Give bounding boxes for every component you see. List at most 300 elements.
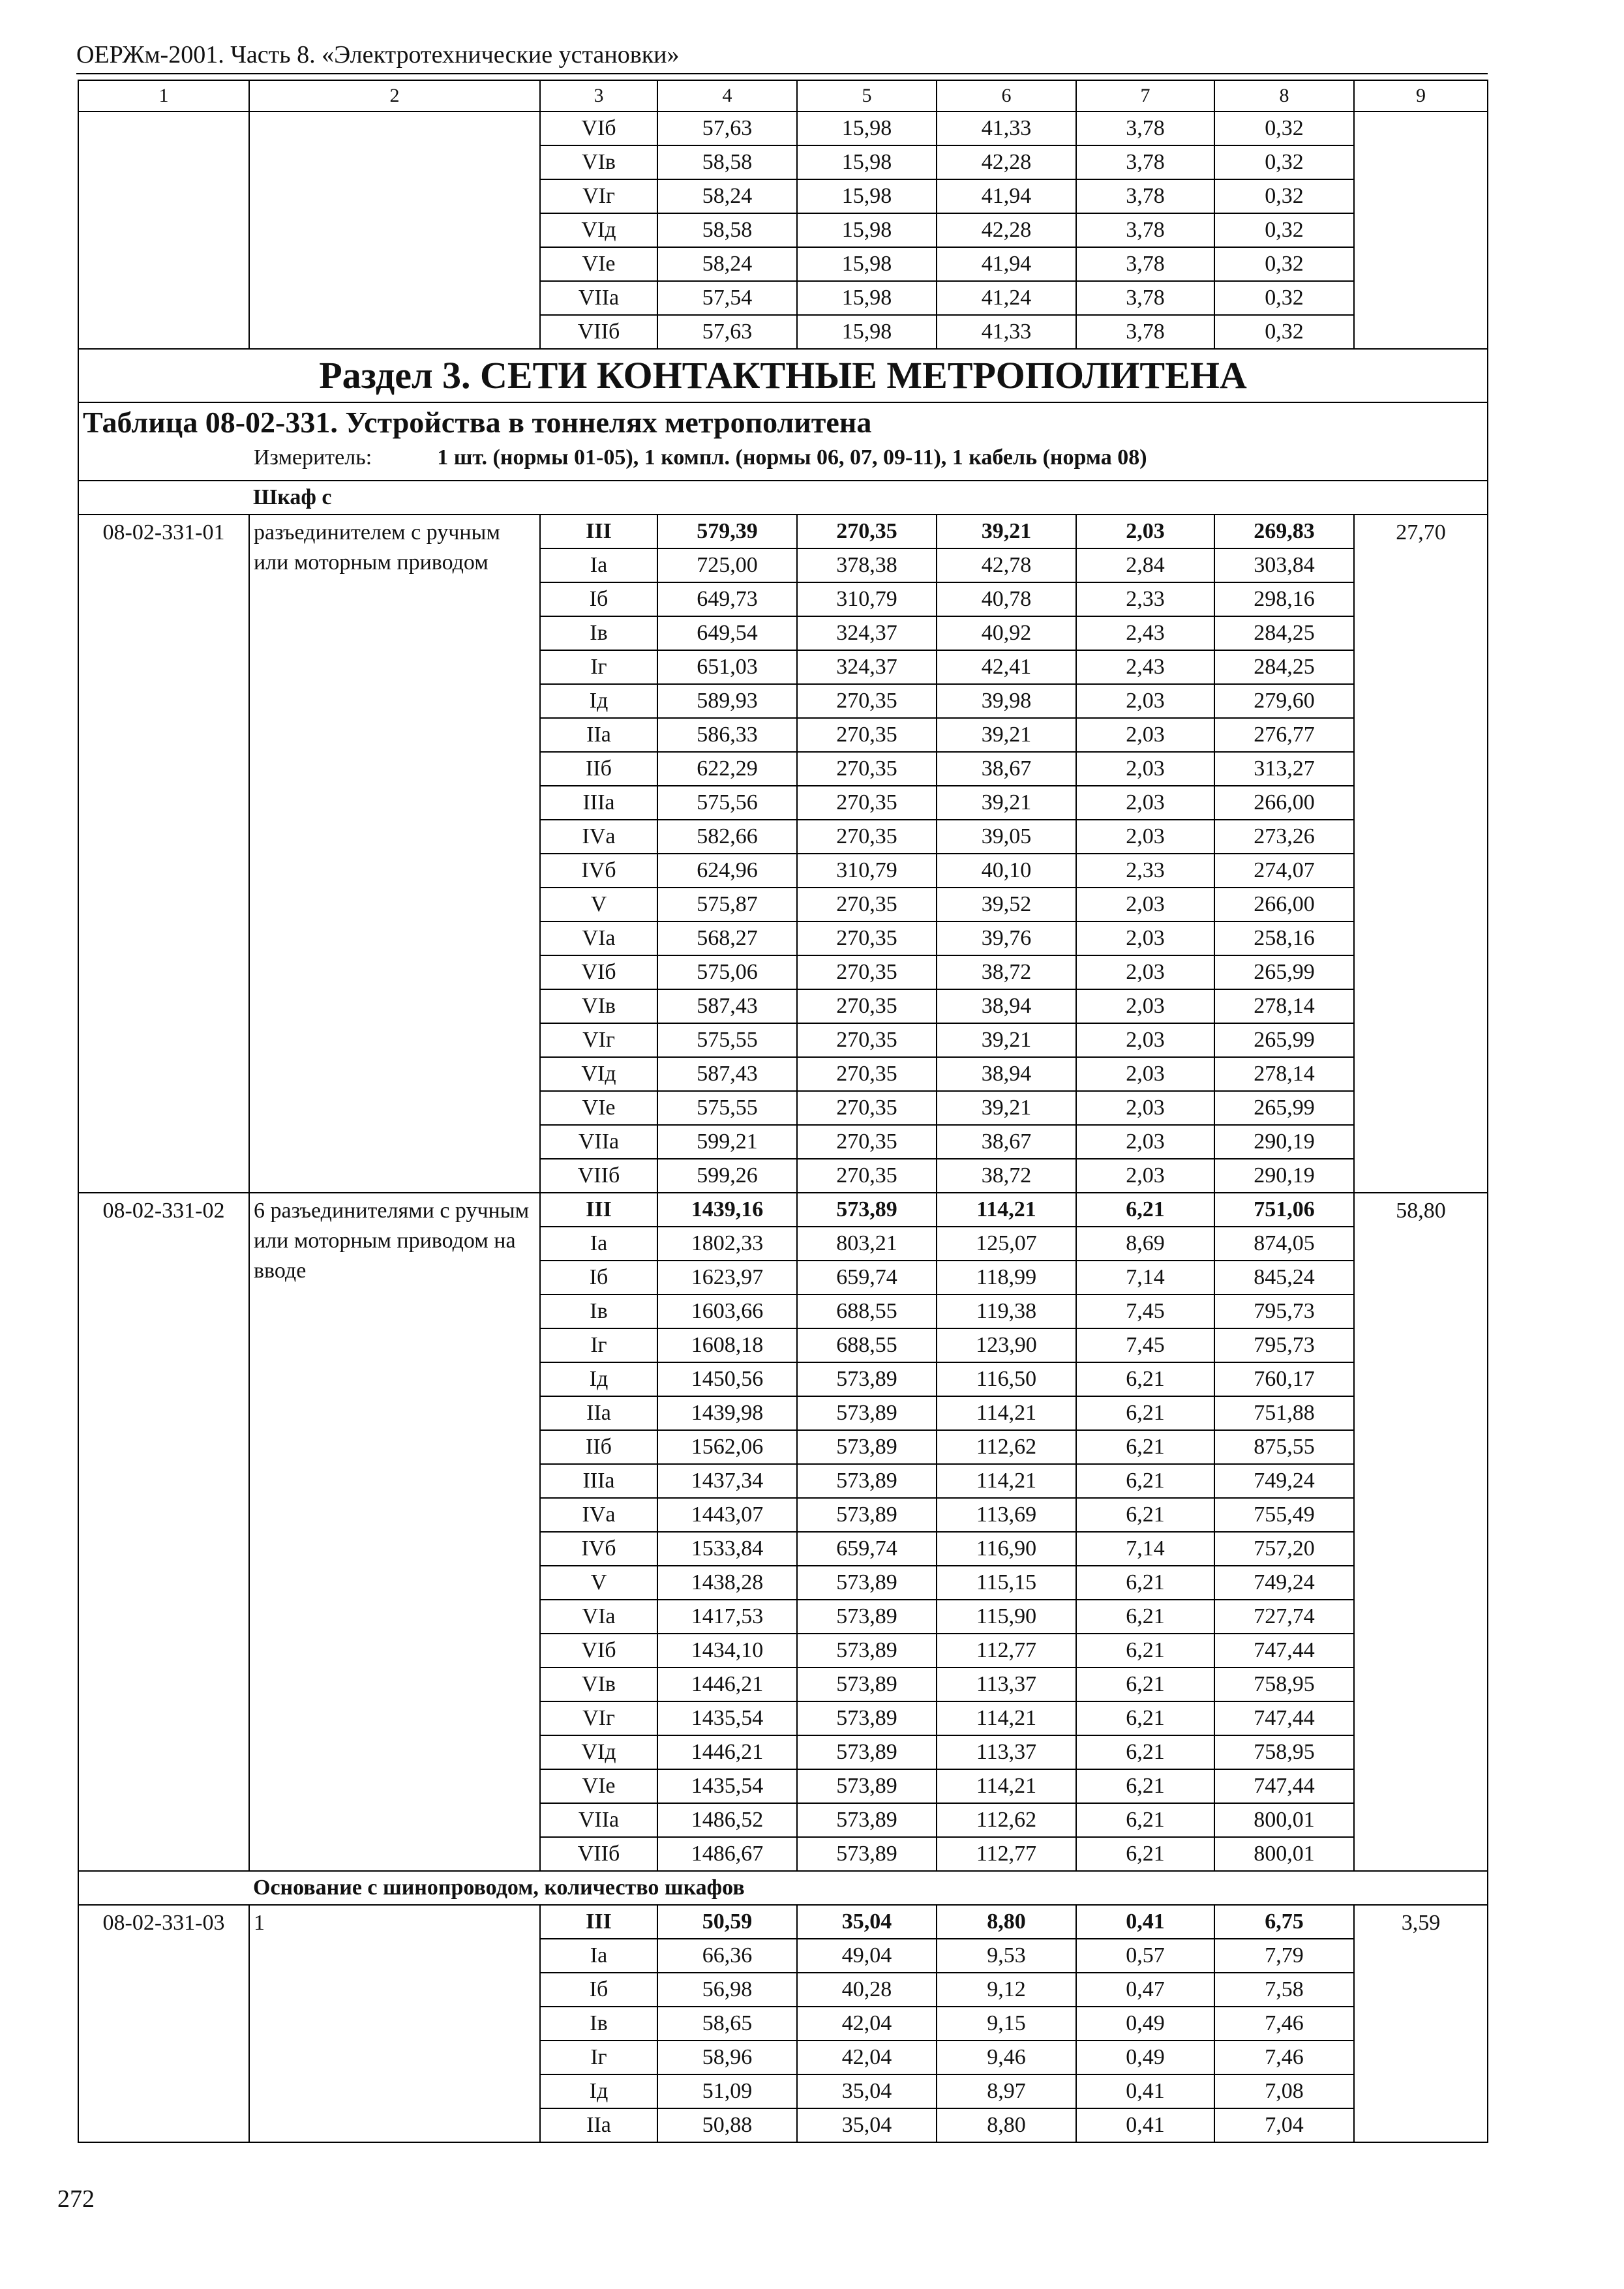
value-cell: 114,21 — [937, 1701, 1076, 1735]
table-row — [78, 1193, 1488, 1227]
value-cell: 587,43 — [657, 1057, 797, 1091]
value-cell: 575,06 — [657, 955, 797, 989]
value-cell: 575,56 — [657, 786, 797, 820]
zone-cell: V — [540, 1566, 657, 1600]
value-cell: 270,35 — [797, 888, 937, 921]
value-cell: 758,95 — [1214, 1735, 1354, 1769]
value-cell: 42,04 — [797, 2041, 937, 2074]
description-cell — [249, 112, 540, 349]
value-cell: 2,43 — [1076, 616, 1214, 650]
zone-cell: V — [540, 888, 657, 921]
value-cell: 15,98 — [797, 247, 937, 281]
zone-cell: IIIа — [540, 786, 657, 820]
group-cell — [78, 481, 1488, 515]
value-cell: 41,33 — [937, 112, 1076, 145]
value-cell: 6,21 — [1076, 1837, 1214, 1871]
value-cell: 15,98 — [797, 213, 937, 247]
value-cell: 3,78 — [1076, 112, 1214, 145]
value-cell: 7,58 — [1214, 1973, 1354, 2007]
value-cell: 0,41 — [1076, 2108, 1214, 2142]
value-cell: 3,78 — [1076, 247, 1214, 281]
value-cell: 273,26 — [1214, 820, 1354, 854]
value-cell: 58,96 — [657, 2041, 797, 2074]
column-number: 1 — [78, 80, 249, 112]
value-cell: 1623,97 — [657, 1261, 797, 1294]
value-cell: 573,89 — [797, 1701, 937, 1735]
zone-cell: VIд — [540, 213, 657, 247]
group-label: Основание с шинопроводом, количество шкафов — [253, 1876, 745, 1900]
value-cell: 599,26 — [657, 1159, 797, 1193]
zone-cell: IVа — [540, 820, 657, 854]
zone-cell: IIб — [540, 752, 657, 786]
value-cell: 270,35 — [797, 1125, 937, 1159]
zone-cell: VIб — [540, 955, 657, 989]
table-row — [78, 112, 1488, 145]
zone-cell: Iг — [540, 1328, 657, 1362]
value-cell: 114,21 — [937, 1769, 1076, 1803]
value-cell: 313,27 — [1214, 752, 1354, 786]
value-cell: 3,78 — [1076, 315, 1214, 349]
value-cell: 66,36 — [657, 1939, 797, 1973]
value-cell: 58,24 — [657, 179, 797, 213]
zone-cell: Iа — [540, 548, 657, 582]
value-cell: 40,78 — [937, 582, 1076, 616]
zone-cell: VIг — [540, 179, 657, 213]
value-cell: 42,41 — [937, 650, 1076, 684]
value-cell: 7,45 — [1076, 1294, 1214, 1328]
value-cell: 15,98 — [797, 112, 937, 145]
value-cell: 6,21 — [1076, 1430, 1214, 1464]
zone-cell: III — [540, 1905, 657, 1939]
value-cell: 1437,34 — [657, 1464, 797, 1498]
value-cell: 270,35 — [797, 684, 937, 718]
value-cell: 39,21 — [937, 786, 1076, 820]
value-cell: 6,21 — [1076, 1193, 1214, 1227]
value-cell: 266,00 — [1214, 786, 1354, 820]
value-cell: 749,24 — [1214, 1464, 1354, 1498]
value-cell: 1417,53 — [657, 1600, 797, 1634]
value-cell: 270,35 — [797, 989, 937, 1023]
column-number: 8 — [1214, 80, 1354, 112]
value-cell: 651,03 — [657, 650, 797, 684]
value-cell: 599,21 — [657, 1125, 797, 1159]
col9-cell — [1354, 112, 1488, 349]
zone-cell: VIе — [540, 1091, 657, 1125]
value-cell: 2,03 — [1076, 515, 1214, 548]
value-cell: 112,77 — [937, 1837, 1076, 1871]
value-cell: 38,67 — [937, 1125, 1076, 1159]
value-cell: 50,88 — [657, 2108, 797, 2142]
value-cell: 800,01 — [1214, 1803, 1354, 1837]
value-cell: 0,32 — [1214, 247, 1354, 281]
value-cell: 0,32 — [1214, 315, 1354, 349]
value-cell: 568,27 — [657, 921, 797, 955]
zone-cell: VIб — [540, 1634, 657, 1668]
value-cell: 112,77 — [937, 1634, 1076, 1668]
value-cell: 7,46 — [1214, 2041, 1354, 2074]
value-cell: 3,78 — [1076, 213, 1214, 247]
value-cell: 303,84 — [1214, 548, 1354, 582]
zone-cell: IIа — [540, 718, 657, 752]
value-cell: 39,52 — [937, 888, 1076, 921]
value-cell: 659,74 — [797, 1532, 937, 1566]
value-cell: 119,38 — [937, 1294, 1076, 1328]
zone-cell: VIв — [540, 1668, 657, 1701]
section-row — [78, 349, 1488, 402]
value-cell: 0,41 — [1076, 1905, 1214, 1939]
value-cell: 40,92 — [937, 616, 1076, 650]
value-cell: 1608,18 — [657, 1328, 797, 1362]
column-number: 4 — [657, 80, 797, 112]
value-cell: 270,35 — [797, 820, 937, 854]
value-cell: 0,41 — [1076, 2074, 1214, 2108]
zone-cell: VIIб — [540, 315, 657, 349]
value-cell: 298,16 — [1214, 582, 1354, 616]
value-cell: 58,24 — [657, 247, 797, 281]
value-cell: 7,46 — [1214, 2007, 1354, 2041]
value-cell: 324,37 — [797, 650, 937, 684]
value-cell: 649,73 — [657, 582, 797, 616]
section-title: Раздел 3. СЕТИ КОНТАКТНЫЕ МЕТРОПОЛИТЕНА — [78, 349, 1488, 402]
norm-code: 08-02-331-03 — [78, 1905, 249, 2142]
zone-cell: Iд — [540, 1362, 657, 1396]
value-cell: 7,04 — [1214, 2108, 1354, 2142]
norm-description: разъединителем с ручным или моторным приводом — [249, 515, 540, 1193]
group-label: Шкаф с — [253, 485, 332, 509]
value-cell: 845,24 — [1214, 1261, 1354, 1294]
value-cell: 1486,67 — [657, 1837, 797, 1871]
value-cell: 270,35 — [797, 921, 937, 955]
value-cell: 760,17 — [1214, 1362, 1354, 1396]
zone-cell: IIа — [540, 2108, 657, 2142]
value-cell: 279,60 — [1214, 684, 1354, 718]
value-cell: 9,15 — [937, 2007, 1076, 2041]
value-cell: 51,09 — [657, 2074, 797, 2108]
table-row — [78, 515, 1488, 548]
value-cell: 8,97 — [937, 2074, 1076, 2108]
zone-cell: Iд — [540, 684, 657, 718]
value-cell: 1435,54 — [657, 1769, 797, 1803]
value-cell: 35,04 — [797, 1905, 937, 1939]
value-cell: 758,95 — [1214, 1668, 1354, 1701]
value-cell: 58,58 — [657, 145, 797, 179]
value-cell: 15,98 — [797, 281, 937, 315]
value-cell: 2,03 — [1076, 989, 1214, 1023]
value-cell: 270,35 — [797, 1159, 937, 1193]
value-cell: 6,21 — [1076, 1498, 1214, 1532]
code-cell — [78, 112, 249, 349]
value-cell: 42,78 — [937, 548, 1076, 582]
value-cell: 1439,98 — [657, 1396, 797, 1430]
value-cell: 751,06 — [1214, 1193, 1354, 1227]
value-cell: 6,21 — [1076, 1701, 1214, 1735]
value-cell: 276,77 — [1214, 718, 1354, 752]
value-cell: 42,28 — [937, 213, 1076, 247]
value-cell: 1446,21 — [657, 1668, 797, 1701]
value-cell: 115,90 — [937, 1600, 1076, 1634]
group-row — [78, 481, 1488, 515]
value-cell: 573,89 — [797, 1430, 937, 1464]
zone-cell: VIв — [540, 989, 657, 1023]
value-cell: 125,07 — [937, 1227, 1076, 1261]
value-cell: 6,21 — [1076, 1803, 1214, 1837]
value-cell: 1450,56 — [657, 1362, 797, 1396]
value-cell: 265,99 — [1214, 1023, 1354, 1057]
value-cell: 1603,66 — [657, 1294, 797, 1328]
value-cell: 0,32 — [1214, 213, 1354, 247]
value-cell: 1434,10 — [657, 1634, 797, 1668]
value-cell: 1802,33 — [657, 1227, 797, 1261]
value-cell: 113,37 — [937, 1735, 1076, 1769]
value-cell: 284,25 — [1214, 616, 1354, 650]
col9-value: 3,59 — [1354, 1905, 1488, 2142]
value-cell: 6,21 — [1076, 1396, 1214, 1430]
value-cell: 270,35 — [797, 515, 937, 548]
value-cell: 2,03 — [1076, 718, 1214, 752]
value-cell: 310,79 — [797, 582, 937, 616]
value-cell: 0,47 — [1076, 1973, 1214, 2007]
col9-value: 27,70 — [1354, 515, 1488, 1193]
value-cell: 800,01 — [1214, 1837, 1354, 1871]
value-cell: 39,21 — [937, 1091, 1076, 1125]
zone-cell: VIд — [540, 1735, 657, 1769]
value-cell: 116,90 — [937, 1532, 1076, 1566]
value-cell: 2,84 — [1076, 548, 1214, 582]
value-cell: 113,69 — [937, 1498, 1076, 1532]
value-cell: 35,04 — [797, 2074, 937, 2108]
value-cell: 586,33 — [657, 718, 797, 752]
norm-code: 08-02-331-02 — [78, 1193, 249, 1871]
value-cell: 575,55 — [657, 1023, 797, 1057]
value-cell: 587,43 — [657, 989, 797, 1023]
value-cell: 622,29 — [657, 752, 797, 786]
value-cell: 40,28 — [797, 1973, 937, 2007]
zone-cell: VIа — [540, 1600, 657, 1634]
value-cell: 874,05 — [1214, 1227, 1354, 1261]
value-cell: 747,44 — [1214, 1634, 1354, 1668]
value-cell: 6,21 — [1076, 1362, 1214, 1396]
value-cell: 589,93 — [657, 684, 797, 718]
value-cell: 3,78 — [1076, 179, 1214, 213]
zone-cell: Iв — [540, 616, 657, 650]
zone-cell: VIа — [540, 921, 657, 955]
rates-table — [78, 80, 1488, 2143]
value-cell: 573,89 — [797, 1735, 937, 1769]
value-cell: 57,63 — [657, 315, 797, 349]
value-cell: 113,37 — [937, 1668, 1076, 1701]
value-cell: 310,79 — [797, 854, 937, 888]
value-cell: 747,44 — [1214, 1701, 1354, 1735]
units-value: 1 шт. (нормы 01-05), 1 компл. (нормы 06, 07, 09-11), 1 кабель (норма 08) — [437, 445, 1147, 470]
value-cell: 378,38 — [797, 548, 937, 582]
value-cell: 751,88 — [1214, 1396, 1354, 1430]
value-cell: 269,83 — [1214, 515, 1354, 548]
zone-cell: IIIа — [540, 1464, 657, 1498]
value-cell: 6,21 — [1076, 1668, 1214, 1701]
zone-cell: IIа — [540, 1396, 657, 1430]
column-number: 6 — [937, 80, 1076, 112]
zone-cell: VIIб — [540, 1159, 657, 1193]
value-cell: 1443,07 — [657, 1498, 797, 1532]
value-cell: 6,21 — [1076, 1566, 1214, 1600]
zone-cell: VIIа — [540, 281, 657, 315]
value-cell: 278,14 — [1214, 1057, 1354, 1091]
value-cell: 1438,28 — [657, 1566, 797, 1600]
value-cell: 265,99 — [1214, 1091, 1354, 1125]
value-cell: 114,21 — [937, 1193, 1076, 1227]
value-cell: 270,35 — [797, 1057, 937, 1091]
value-cell: 15,98 — [797, 145, 937, 179]
value-cell: 40,10 — [937, 854, 1076, 888]
value-cell: 795,73 — [1214, 1294, 1354, 1328]
value-cell: 114,21 — [937, 1396, 1076, 1430]
zone-cell: IIб — [540, 1430, 657, 1464]
value-cell: 649,54 — [657, 616, 797, 650]
value-cell: 624,96 — [657, 854, 797, 888]
value-cell: 803,21 — [797, 1227, 937, 1261]
value-cell: 575,87 — [657, 888, 797, 921]
norm-code: 08-02-331-01 — [78, 515, 249, 1193]
value-cell: 270,35 — [797, 1091, 937, 1125]
col9-value: 58,80 — [1354, 1193, 1488, 1871]
value-cell: 573,89 — [797, 1803, 937, 1837]
value-cell: 6,21 — [1076, 1464, 1214, 1498]
value-cell: 2,03 — [1076, 955, 1214, 989]
value-cell: 0,32 — [1214, 112, 1354, 145]
value-cell: 58,65 — [657, 2007, 797, 2041]
value-cell: 688,55 — [797, 1328, 937, 1362]
value-cell: 6,21 — [1076, 1634, 1214, 1668]
value-cell: 114,21 — [937, 1464, 1076, 1498]
value-cell: 1446,21 — [657, 1735, 797, 1769]
value-cell: 573,89 — [797, 1362, 937, 1396]
value-cell: 573,89 — [797, 1566, 937, 1600]
zone-cell: VIIа — [540, 1803, 657, 1837]
zone-cell: VIд — [540, 1057, 657, 1091]
zone-cell: VIе — [540, 247, 657, 281]
value-cell: 2,03 — [1076, 786, 1214, 820]
value-cell: 270,35 — [797, 1023, 937, 1057]
value-cell: 38,94 — [937, 1057, 1076, 1091]
value-cell: 2,03 — [1076, 888, 1214, 921]
column-number: 7 — [1076, 80, 1214, 112]
value-cell: 270,35 — [797, 786, 937, 820]
value-cell: 115,15 — [937, 1566, 1076, 1600]
value-cell: 41,33 — [937, 315, 1076, 349]
value-cell: 725,00 — [657, 548, 797, 582]
value-cell: 39,21 — [937, 1023, 1076, 1057]
column-number: 3 — [540, 80, 657, 112]
value-cell: 6,21 — [1076, 1600, 1214, 1634]
value-cell: 1533,84 — [657, 1532, 797, 1566]
zone-cell: Iб — [540, 1261, 657, 1294]
value-cell: 42,04 — [797, 2007, 937, 2041]
zone-cell: VIг — [540, 1701, 657, 1735]
value-cell: 2,03 — [1076, 1159, 1214, 1193]
value-cell: 573,89 — [797, 1464, 937, 1498]
value-cell: 265,99 — [1214, 955, 1354, 989]
zone-cell: Iб — [540, 582, 657, 616]
value-cell: 688,55 — [797, 1294, 937, 1328]
value-cell: 1439,16 — [657, 1193, 797, 1227]
table-title: Таблица 08-02-331. Устройства в тоннелях метрополитена — [83, 406, 872, 439]
value-cell: 3,78 — [1076, 281, 1214, 315]
value-cell: 38,94 — [937, 989, 1076, 1023]
value-cell: 0,32 — [1214, 179, 1354, 213]
table-title-row — [78, 402, 1488, 481]
column-number-row — [78, 80, 1488, 112]
value-cell: 284,25 — [1214, 650, 1354, 684]
value-cell: 1562,06 — [657, 1430, 797, 1464]
value-cell: 6,21 — [1076, 1769, 1214, 1803]
value-cell: 573,89 — [797, 1769, 937, 1803]
group-row — [78, 1871, 1488, 1905]
value-cell: 123,90 — [937, 1328, 1076, 1362]
zone-cell: VIв — [540, 145, 657, 179]
value-cell: 0,32 — [1214, 145, 1354, 179]
zone-cell: Iг — [540, 650, 657, 684]
value-cell: 41,24 — [937, 281, 1076, 315]
value-cell: 39,21 — [937, 718, 1076, 752]
header-rule — [76, 73, 1488, 74]
zone-cell: III — [540, 515, 657, 548]
value-cell: 579,39 — [657, 515, 797, 548]
value-cell: 2,33 — [1076, 582, 1214, 616]
zone-cell: Iа — [540, 1227, 657, 1261]
value-cell: 7,45 — [1076, 1328, 1214, 1362]
value-cell: 39,21 — [937, 515, 1076, 548]
value-cell: 575,55 — [657, 1091, 797, 1125]
value-cell: 2,33 — [1076, 854, 1214, 888]
zone-cell: VIIб — [540, 1837, 657, 1871]
value-cell: 0,49 — [1076, 2007, 1214, 2041]
value-cell: 116,50 — [937, 1362, 1076, 1396]
value-cell: 258,16 — [1214, 921, 1354, 955]
value-cell: 573,89 — [797, 1396, 937, 1430]
value-cell: 270,35 — [797, 955, 937, 989]
value-cell: 270,35 — [797, 752, 937, 786]
table-row — [78, 1905, 1488, 1939]
value-cell: 38,72 — [937, 1159, 1076, 1193]
document-header: ОЕРЖм-2001. Часть 8. «Электротехнические установки» — [76, 41, 680, 68]
value-cell: 3,78 — [1076, 145, 1214, 179]
zone-cell: Iв — [540, 1294, 657, 1328]
column-number: 2 — [249, 80, 540, 112]
value-cell: 573,89 — [797, 1498, 937, 1532]
units-label: Измеритель: — [254, 445, 372, 470]
value-cell: 42,28 — [937, 145, 1076, 179]
value-cell: 56,98 — [657, 1973, 797, 2007]
value-cell: 0,32 — [1214, 281, 1354, 315]
value-cell: 2,03 — [1076, 684, 1214, 718]
value-cell: 755,49 — [1214, 1498, 1354, 1532]
norm-description: 1 — [249, 1905, 540, 2142]
value-cell: 290,19 — [1214, 1125, 1354, 1159]
value-cell: 324,37 — [797, 616, 937, 650]
value-cell: 58,58 — [657, 213, 797, 247]
value-cell: 0,49 — [1076, 2041, 1214, 2074]
value-cell: 9,46 — [937, 2041, 1076, 2074]
zone-cell: Iб — [540, 1973, 657, 2007]
value-cell: 41,94 — [937, 179, 1076, 213]
value-cell: 41,94 — [937, 247, 1076, 281]
value-cell: 1435,54 — [657, 1701, 797, 1735]
value-cell: 573,89 — [797, 1837, 937, 1871]
value-cell: 50,59 — [657, 1905, 797, 1939]
value-cell: 2,03 — [1076, 1057, 1214, 1091]
zone-cell: IVа — [540, 1498, 657, 1532]
value-cell: 38,67 — [937, 752, 1076, 786]
